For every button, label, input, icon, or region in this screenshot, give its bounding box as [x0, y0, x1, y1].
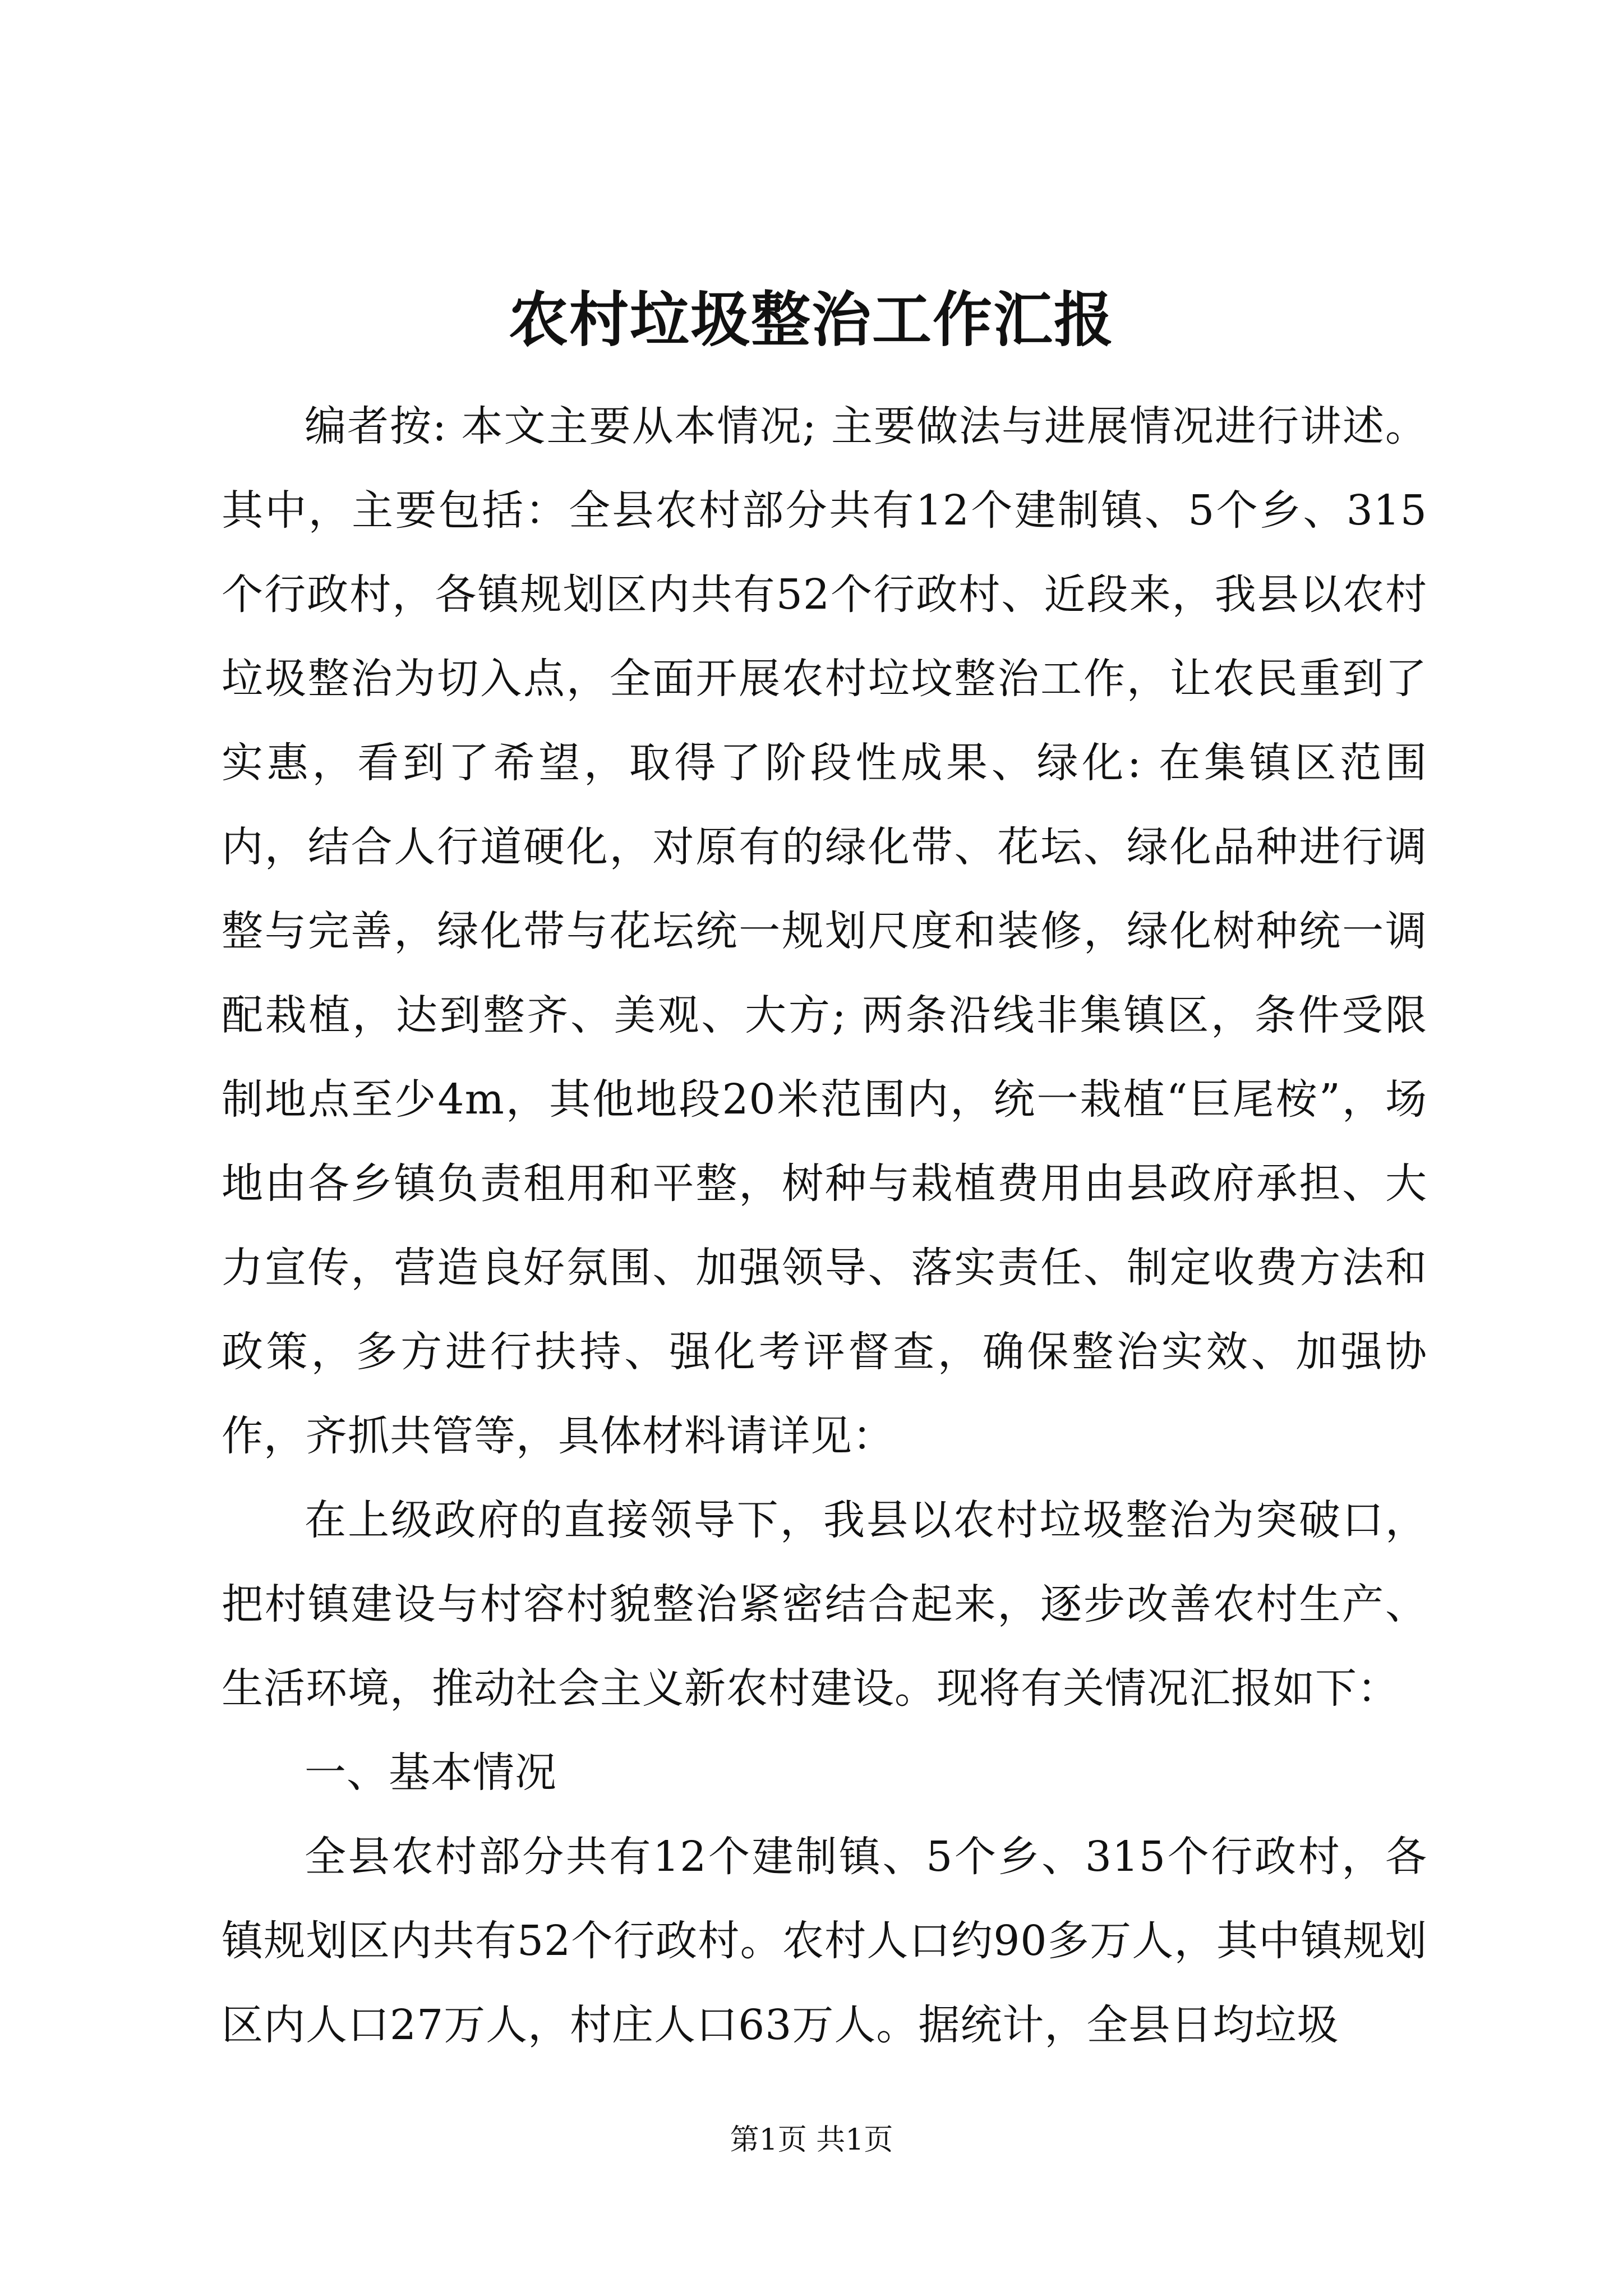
document-body — [222, 384, 1427, 2067]
document-title: 农村垃圾整治工作汇报 — [509, 284, 1114, 355]
editor-note-paragraph: 编者按: 本文主要从本情况; 主要做法与进展情况进行讲述。其中，主要包括：全县农村部分共有12个建制镇、5个乡、315个行政村，各镇规划区内共有52个行政村、近段来，我县以农村垃圾整治为切入点，全面开展农村垃坟整治工作，让农民重到了实惠，看到了希望，取得了阶段性成果、绿化: 在集镇区范围内，结合人行道硬化，对原有的绿化带、花坛、绿化品种进行调整与完善，绿化带与花坛统一规划尺度和装修，绿化树种统一调配栽植，达到整齐、美观、大方; 两条沿线非集镇区，条件受限制地点至少4m，其他地段20米范围内，统一栽植“巨尾桉”，场地由各乡镇负责租用和平整，树种与栽植费用由县政府承担、大力宣传，营造良好氛围、加强领导、落实责任、制定收费方法和政策，多方进行扶持、强化考评督查，确保整治实效、加强协作，齐抓共管等，具体材料请详见： — [222, 402, 1427, 1460]
section-heading: 一、基本情况 — [305, 1749, 557, 1797]
page-footer: 第1页 共1页 — [730, 2123, 893, 2157]
basic-situation-paragraph: 全县农村部分共有12个建制镇、5个乡、315个行政村，各镇规划区内共有52个行政村。农村人口约90多万人，其中镇规划区内人口27万人，村庄人口63万人。据统计，全县日均垃圾 — [222, 1833, 1427, 2049]
intro-paragraph: 在上级政府的直接领导下，我县以农村垃圾整治为突破口，把村镇建设与村容村貌整治紧密结合起来，逐步改善农村生产、生活环境，推动社会主义新农村建设。现将有关情况汇报如下： — [222, 1496, 1427, 1713]
